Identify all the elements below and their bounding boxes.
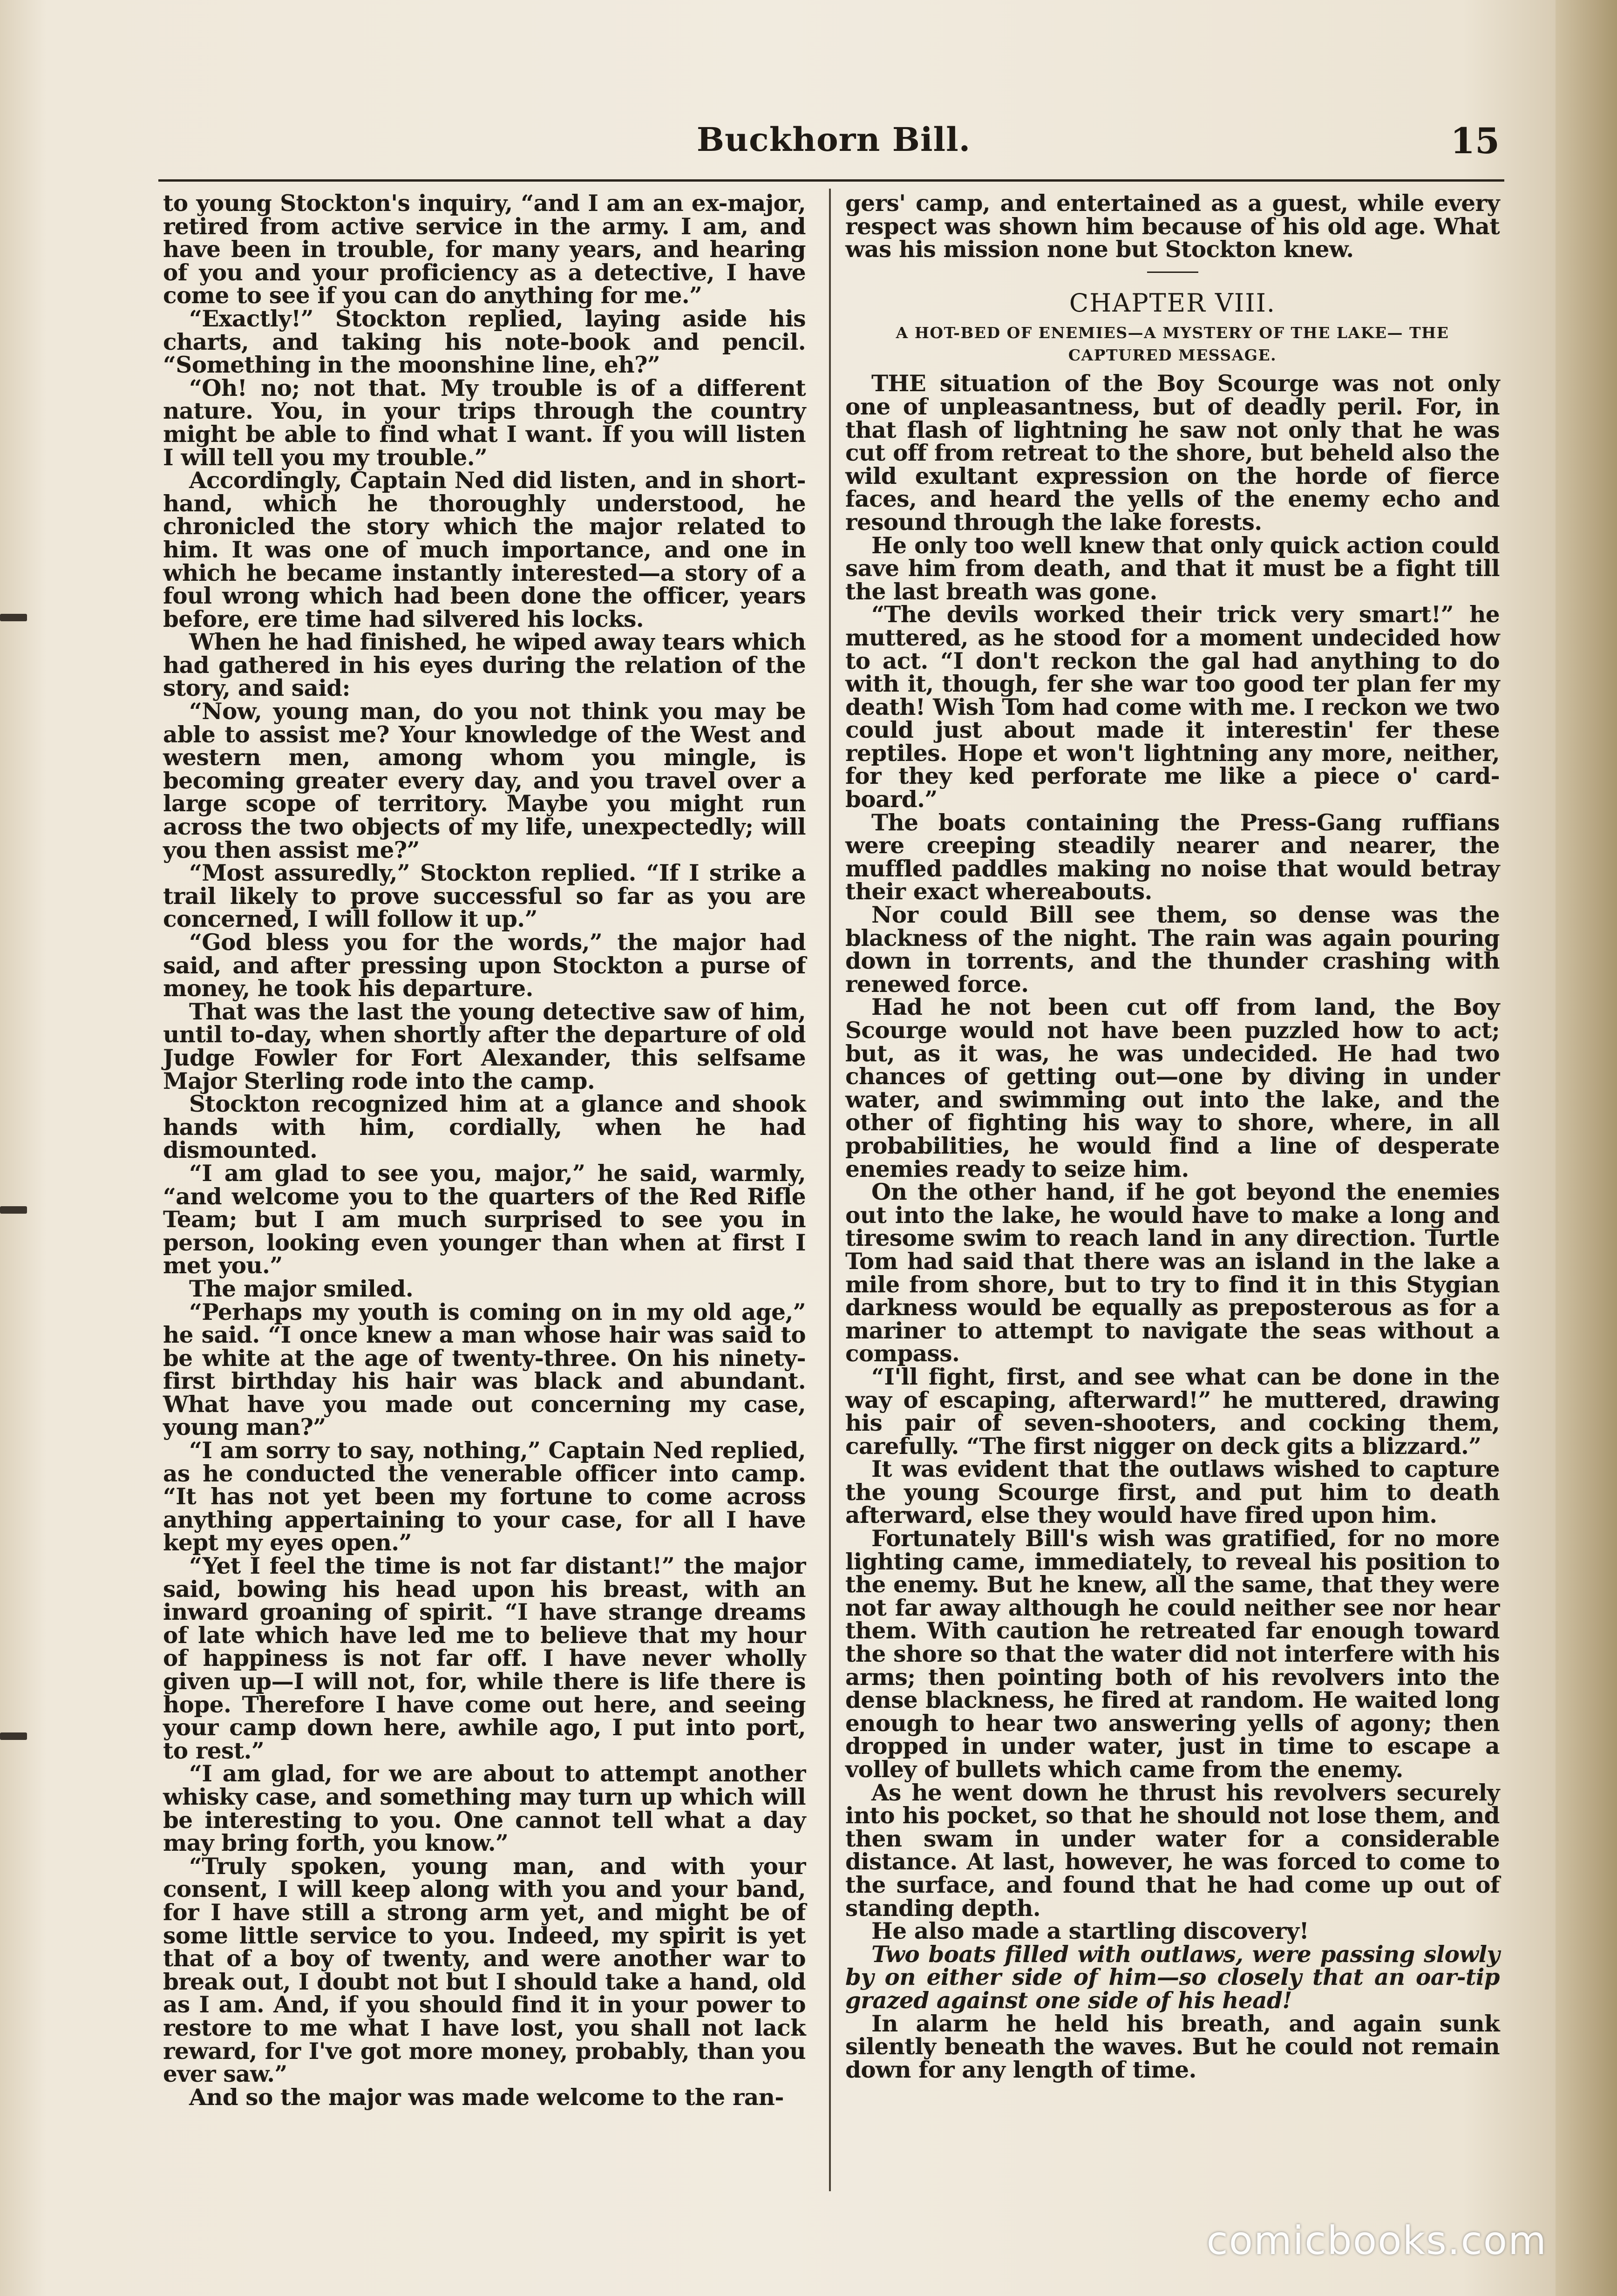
header-rule	[158, 179, 1504, 182]
paragraph: “Most assuredly,” Stockton replied. “If I strike a trail likely to prove successful so far as you are concerned, I will follow it up.”	[163, 860, 806, 933]
right-column-intro: gers' camp, and entertained as a guest, while every respect was shown him because of his old age. What was his mission none but Stockton knew.	[845, 190, 1500, 263]
paragraph: “I am glad to see you, major,” he said, warmly, “and welcome you to the quarters of the Red Rifle Team; but I am much surprised to see you in person, looking even younger than when at first I met you.”	[163, 1160, 806, 1279]
paragraph: On the other hand, if he got beyond the enemies out into the lake, he would have to make a long and tiresome swim to reach land in any direction. Turtle Tom had said that there was an island in the lake a mile from shore, but to try to find it in this Stygian darkness would be equally as preposterous as for a mariner to attempt to navigate the seas without a compass.	[845, 1179, 1500, 1367]
paragraph: When he had finished, he wiped away tears which had gathered in his eyes during the relation of the story, and said:	[163, 629, 806, 702]
paragraph: THE situation of the Boy Scourge was not only one of unpleasantness, but of deadly peril. For, in that flash of lightning he saw not only that he was cut off from retreat to the shore, but beheld also the wild exultant expression on the horde of fierce faces, and heard the yells of the enemy echo and resound through the lake forests.	[845, 370, 1500, 536]
paragraph: “Exactly!” Stockton replied, laying aside his charts, and taking his note-book and pencil. “Something in the moonshine line, eh?”	[163, 305, 806, 379]
right-column	[845, 192, 1500, 2081]
paragraph: Two boats filled with outlaws, were passing slowly by on either side of him—so closely that an oar-tip grazed against one side of his head!	[845, 1941, 1500, 2014]
section-rule	[1147, 272, 1198, 273]
paragraph: And so the major was made welcome to the ran-	[189, 2084, 784, 2111]
column-divider	[829, 189, 831, 2191]
paragraph: “Oh! no; not that. My trouble is of a different nature. You, in your trips through the country might be able to find what I want. If you will listen I will tell you my trouble.”	[163, 374, 806, 471]
paragraph: “I'll fight, first, and see what can be done in the way of escaping, afterward!” he muttered, drawing his pair of seven-shooters, and cocking them, carefully. “The first nigger on deck gits a blizzard.”	[845, 1363, 1500, 1460]
paragraph: Nor could Bill see them, so dense was the blackness of the night. The rain was again pouring down in torrents, and the thunder crashing with renewed force.	[845, 902, 1500, 998]
chapter-body	[845, 372, 1500, 2081]
binding-mark	[0, 1206, 27, 1214]
running-title: Buckhorn Bill.	[696, 120, 971, 159]
binding-mark	[0, 1732, 27, 1740]
paragraph: “Now, young man, do you not think you may be able to assist me? Your knowledge of the West and western men, among whom you mingle, is becoming greater every day, and you travel over a large scope of territory. Maybe you might run across the two objects of my life, unexpectedly; will you then assist me?”	[163, 698, 806, 863]
paragraph: “Perhaps my youth is coming on in my old age,” he said. “I once knew a man whose hair was said to be white at the age of twenty-three. On his ninety-first birthday his hair was black and abundant. What have you made out concerning my case, young man?”	[163, 1298, 806, 1441]
binding-mark	[0, 614, 27, 621]
chapter-subtitle: A HOT-BED OF ENEMIES—A MYSTERY OF THE LAKE— THE CAPTURED MESSAGE.	[896, 324, 1449, 365]
paragraph: “Truly spoken, young man, and with your consent, I will keep along with you and your band, for I have still a strong arm yet, and might be of some little service to you. Indeed, my spirit is yet that of a boy of twenty, and were another war to break out, I doubt not but I should take a hand, old as I am. And, if you should find it in your power to restore to me what I have lost, you shall not lack reward, for I've got more money, probably, than you ever saw.”	[163, 1853, 806, 2088]
paragraph: In alarm he held his breath, and again sunk silently beneath the waves. But he could not remain down for any length of time.	[845, 2010, 1500, 2083]
paragraph: “God bless you for the words,” the major had said, and after pressing upon Stockton a purse of money, he took his departure.	[163, 929, 806, 1002]
paragraph: Had he not been cut off from land, the Boy Scourge would not have been puzzled how to act; but, as it was, he was undecided. He had two chances of getting out—one by diving in under water, and swimming out into the lake, and the other of fighting his way to shore, where, in all probabilities, he would find a line of desperate enemies ready to seize him.	[845, 994, 1500, 1182]
paragraph: Accordingly, Captain Ned did listen, and in short-hand, which he thoroughly understood, he chronicled the story which the major related to him. It was one of much importance, and one in which he became instantly interested—a story of a foul wrong which had been done the officer, years before, ere time had silvered his locks.	[163, 467, 806, 632]
paragraph: “The devils worked their trick very smart!” he muttered, as he stood for a moment undecided how to act. “I don't reckon the gal had anything to do with it, though, fer she war too good ter plan fer my death! Wish Tom had come with me. I reckon we two could just about made it interestin' fer these reptiles. Hope et won't lightning any more, neither, for they ked perforate me like a piece o' card-board.”	[845, 601, 1500, 813]
paragraph: He only too well knew that only quick action could save him from death, and that it must be a fight till the last breath was gone.	[845, 532, 1500, 605]
paragraph: “Yet I feel the time is not far distant!” the major said, bowing his head upon his breast, with an inward groaning of spirit. “I have strange dreams of late which have led me to believe that my hour of happiness is not far off. I have never wholly given up—I will not, for, while there is life there is hope. Therefore I have come out here, and seeing your camp down here, awhile ago, I put into port, to rest.”	[163, 1553, 806, 1764]
page-number: 15	[1450, 120, 1500, 162]
paragraph: “I am glad, for we are about to attempt another whisky case, and something may turn up which will be interesting to you. One cannot tell what a day may bring forth, you know.”	[163, 1760, 806, 1857]
paragraph: Stockton recognized him at a glance and shook hands with him, cordially, when he had dismounted.	[163, 1091, 806, 1164]
page-edge	[1556, 0, 1617, 2296]
paragraph: It was evident that the outlaws wished to capture the young Scourge first, and put him to death afterward, else they would have fired upon him.	[845, 1456, 1500, 1529]
paragraph: He also made a startling discovery!	[871, 1918, 1309, 1945]
paragraph: “I am sorry to say, nothing,” Captain Ned replied, as he conducted the venerable officer into camp. “It has not yet been my fortune to come across anything appertaining to your case, for all I have kept my eyes open.”	[163, 1437, 806, 1556]
watermark: comicbooks.com	[1206, 2218, 1547, 2263]
paragraph: The boats containing the Press-Gang ruffians were creeping steadily nearer and nearer, the muffled paddles making no noise that would betray their exact whereabouts.	[845, 809, 1500, 905]
paragraph: to young Stockton's inquiry, “and I am an ex-major, retired from active service in the army. I am, and have been in trouble, for many years, and hearing of you and your proficiency as a detective, I have come to see if you can do anything for me.”	[163, 190, 806, 309]
chapter-title: CHAPTER VIII.	[1069, 288, 1276, 318]
running-header	[168, 120, 1500, 171]
left-column	[163, 192, 806, 2109]
paragraph: The major smiled.	[189, 1275, 414, 1302]
paragraph: As he went down he thrust his revolvers securely into his pocket, so that he should not lose them, and then swam in under water for a considerable distance. At last, however, he was forced to come to the surface, and found that he had come up out of standing depth.	[845, 1779, 1500, 1922]
paragraph: That was the last the young detective saw of him, until to-day, when shortly after the departure of old Judge Fowler for Fort Alexander, this selfsame Major Sterling rode into the camp.	[163, 998, 806, 1094]
paragraph: Fortunately Bill's wish was gratified, for no more lighting came, immediately, to reveal his position to the enemy. But he knew, all the same, that they were not far away although he could neither see nor hear them. With caution he retreated far enough toward the shore so that the water did not interfere with his arms; then pointing both of his revolvers into the dense blackness, he fired at random. He waited long enough to hear two answering yells of agony; then dropped in under water, just in time to escape a volley of bullets which came from the enemy.	[845, 1525, 1500, 1783]
